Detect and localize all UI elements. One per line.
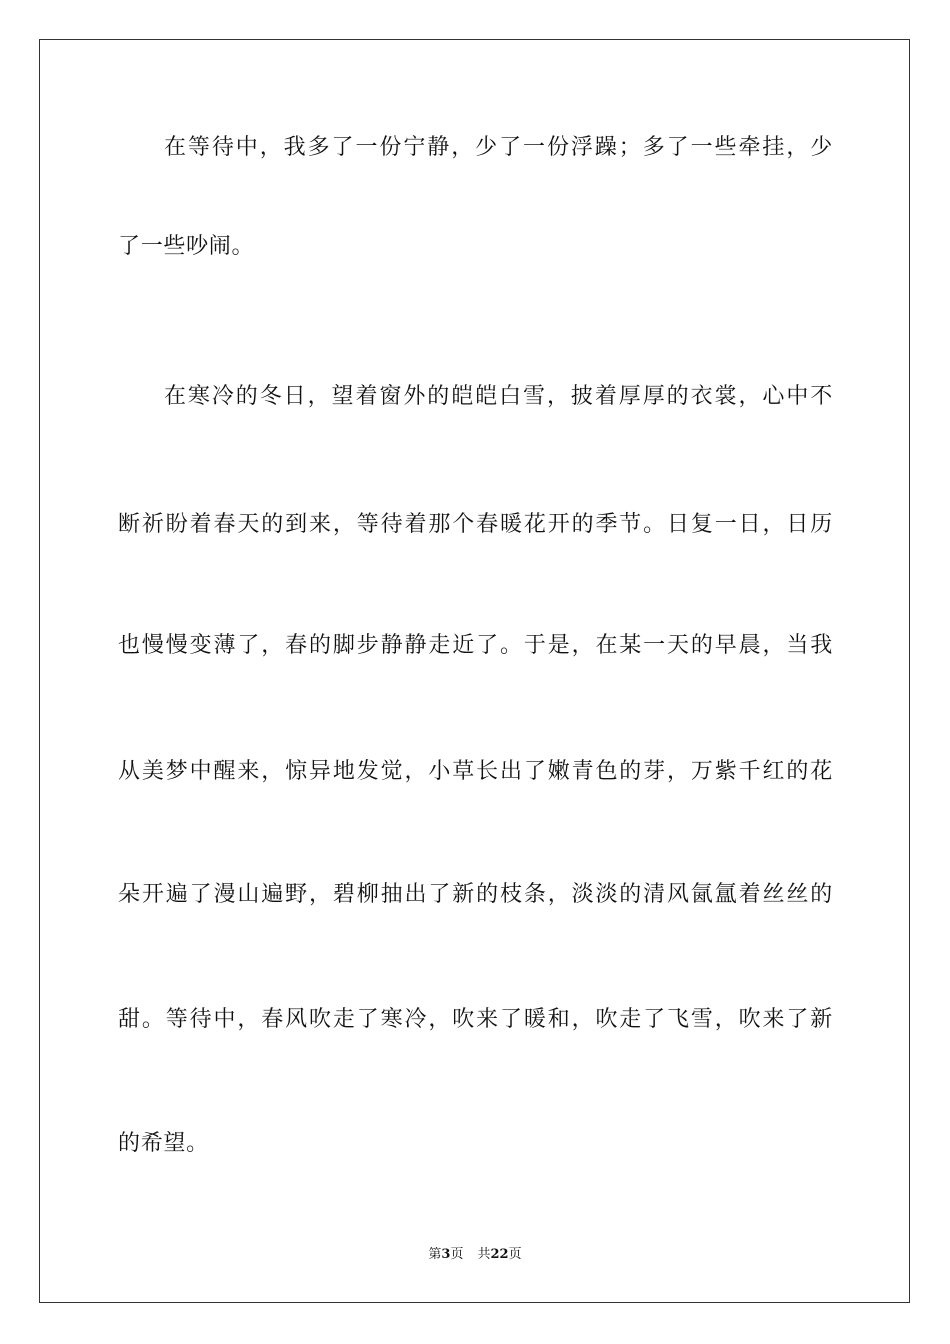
page-frame	[39, 39, 910, 1303]
paragraph-2-line-7: 的希望。	[118, 1131, 209, 1156]
paragraph-2-line-4: 从美梦中醒来，惊异地发觉，小草长出了嫩青色的芽，万紫千红的花	[118, 759, 833, 784]
page-number-label: 第3页	[428, 1247, 464, 1262]
paragraph-2-line-2: 断祈盼着春天的到来，等待着那个春暖花开的季节。日复一日，日历	[118, 512, 833, 537]
total-pages-label: 共22页	[477, 1247, 522, 1262]
paragraph-2-line-1: 在寒冷的冬日，望着窗外的皑皑白雪，披着厚厚的衣裳，心中不	[164, 384, 833, 409]
paragraph-2-line-3: 也慢慢变薄了，春的脚步静静走近了。于是，在某一天的早晨，当我	[118, 633, 833, 658]
paragraph-2-line-6: 甜。等待中，春风吹走了寒冷，吹来了暖和，吹走了飞雪，吹来了新	[118, 1007, 833, 1032]
page-footer	[0, 1246, 950, 1264]
paragraph-2-line-5: 朵开遍了漫山遍野，碧柳抽出了新的枝条，淡淡的清风氤氲着丝丝的	[118, 882, 833, 907]
paragraph-1-line-2: 了一些吵闹。	[118, 234, 255, 259]
paragraph-1-line-1: 在等待中，我多了一份宁静，少了一份浮躁；多了一些牵挂，少	[164, 135, 833, 160]
